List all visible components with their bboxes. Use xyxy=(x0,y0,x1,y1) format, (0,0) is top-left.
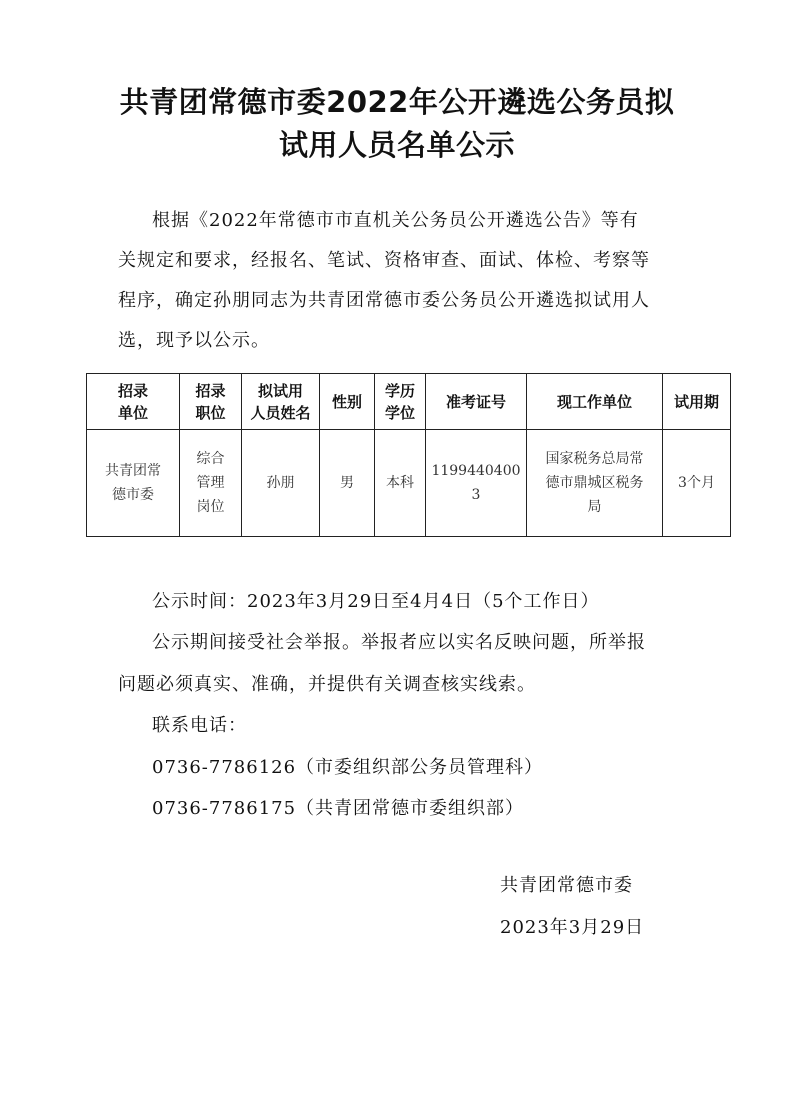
table-header-row xyxy=(87,374,731,430)
notice-report-line-2: 问题必须真实、准确，并提供有关调查核实线索。 xyxy=(118,674,536,695)
intro-paragraph-line-1: 根据《2022年常德市市直机关公务员公开遴选公告》等有 xyxy=(152,210,639,231)
cell-gender: 男 xyxy=(320,430,375,537)
candidate-table xyxy=(86,373,731,537)
cell-education: 本科 xyxy=(375,430,426,537)
cell-current-employer: 国家税务总局常 德市鼎城区税务 局 xyxy=(527,430,663,537)
header-gender: 性别 xyxy=(320,374,375,430)
signature-date: 2023年3月29日 xyxy=(500,917,645,938)
header-recruiting-unit: 招录 单位 xyxy=(87,374,180,430)
cell-exam-number: 11994404003 xyxy=(426,430,527,537)
header-probation: 试用期 xyxy=(663,374,731,430)
contact-phone-1: 0736-7786126（市委组织部公务员管理科） xyxy=(152,757,544,778)
intro-paragraph-line-4: 选，现予以公示。 xyxy=(118,330,270,351)
intro-paragraph-line-3: 程序，确定孙朋同志为共青团常德市委公务员公开遴选拟试用人 xyxy=(118,290,650,311)
table-row xyxy=(87,430,731,537)
cell-unit: 共青团常 德市委 xyxy=(87,430,180,537)
notice-period-line: 公示时间：2023年3月29日至4月4日（5个工作日） xyxy=(152,591,600,612)
contact-heading: 联系电话： xyxy=(152,715,247,736)
header-education: 学历 学位 xyxy=(375,374,426,430)
notice-report-line-1: 公示期间接受社会举报。举报者应以实名反映问题，所举报 xyxy=(152,632,646,653)
header-candidate-name: 拟试用 人员姓名 xyxy=(242,374,320,430)
cell-position: 综合 管理 岗位 xyxy=(180,430,242,537)
header-current-employer: 现工作单位 xyxy=(527,374,663,430)
document-title-line-1: 共青团常德市委2022年公开遴选公务员拟 xyxy=(119,85,675,119)
cell-probation: 3个月 xyxy=(663,430,731,537)
header-exam-number: 准考证号 xyxy=(426,374,527,430)
document-title-line-2: 试用人员名单公示 xyxy=(278,128,515,162)
header-recruiting-position: 招录 职位 xyxy=(180,374,242,430)
intro-paragraph-line-2: 关规定和要求，经报名、笔试、资格审查、面试、体检、考察等 xyxy=(118,250,650,271)
contact-phone-2: 0736-7786175（共青团常德市委组织部） xyxy=(152,798,525,819)
signature-organization: 共青团常德市委 xyxy=(500,875,633,896)
cell-name: 孙朋 xyxy=(242,430,320,537)
